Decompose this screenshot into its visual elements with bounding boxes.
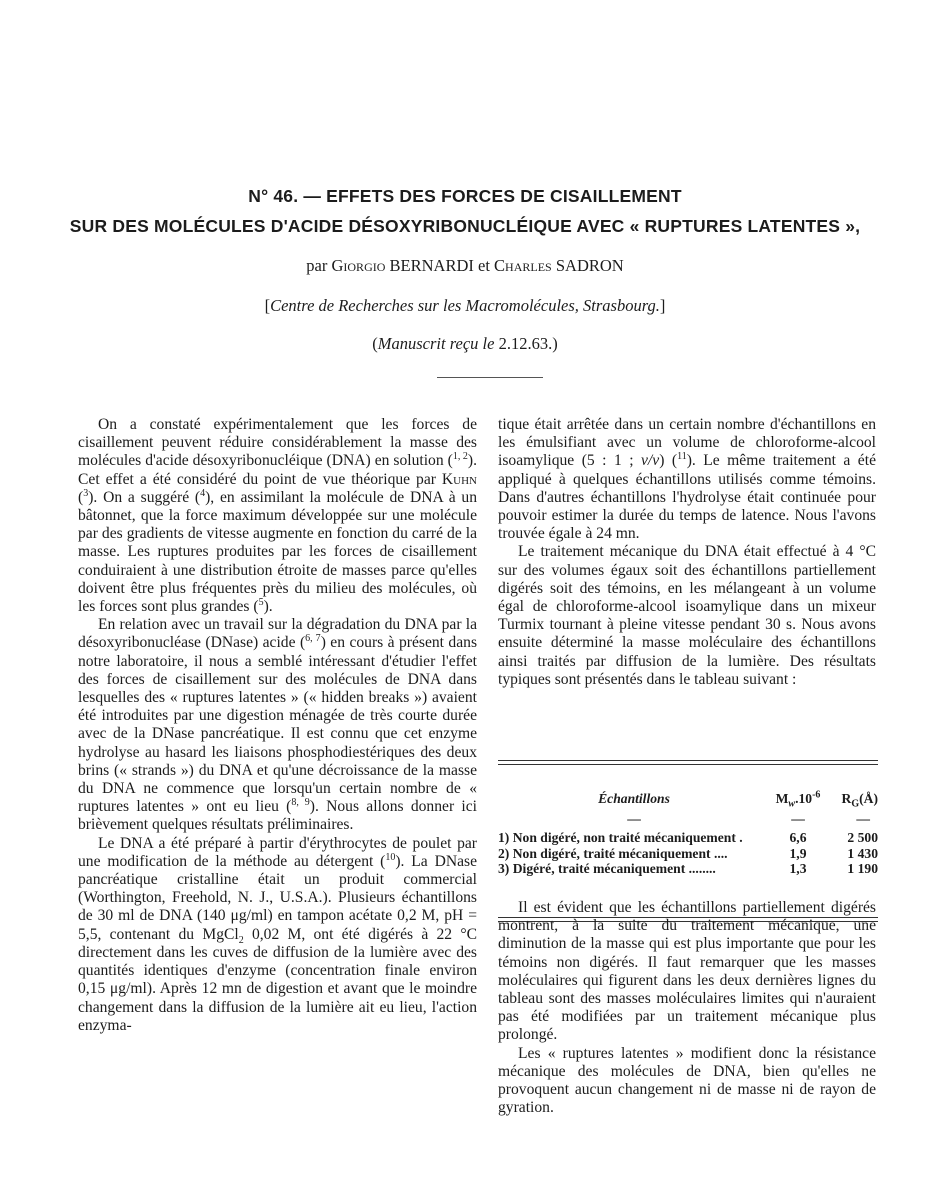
table-header-row [498, 791, 878, 811]
row-label: 1) Non digéré, non traité mécaniquement . [498, 830, 743, 846]
results-table-block [498, 760, 878, 922]
dash-samples: — [627, 811, 641, 826]
row-label: 2) Non digéré, traité mécaniquement .... [498, 845, 728, 861]
author2-first-name: Charles [494, 256, 552, 275]
table-dash-row [498, 811, 878, 830]
row-mw: 1,3 [789, 861, 807, 877]
received-label: Manuscrit reçu le [377, 334, 495, 353]
row-rg: 1 190 [847, 861, 878, 877]
affiliation: [Centre de Recherches sur les Macromolécules, Strasbourg.] [264, 296, 666, 315]
author-par: par [306, 256, 328, 275]
right-paragraph-4: Les « ruptures latentes » modifient donc la résistance mécanique des molécules de DNA, bien qu'elles ne provoquent aucun changement ni de masse ni de rayon de gyration. [498, 1044, 876, 1117]
table-row [498, 846, 878, 861]
header-divider [437, 377, 543, 378]
dash-rg: — [856, 811, 870, 826]
left-paragraph-1: On a constaté expérimentalement que les forces de cisaillement peuvent réduire considérablement la masse des molécules d'acide désoxyribonucléique (DNA) en solution ($^{1, 2}$). Cet effet a été considéré du point de vue théorique par Kuhn ($^3$). On a suggéré ($^4$), en assimilant la molécule de DNA à un bâtonnet, que la force maximum développée sur une molécule par des gradients de vitesse augmente en fonction du carré de la masse. Les ruptures produites par les forces de cisaillement conduiraient à une distribution étroite de masses parce qu'elles doivent être plus fréquentes près du milieu des molécules, où les forces sont plus grandes ($^5$). [78, 416, 477, 616]
author1-first-name: Giorgio [331, 256, 386, 275]
right-paragraph-3: Il est évident que les échantillons partiellement digérés montrent, à la suite du traitement mécanique, une diminution de la masse qui est plus importante que pour les témoins non digérés. Il faut remarquer que les masses moléculaires qui figurent dans les deux dernières lignes du tableau sont des masses moléculaires limites qui n'auraient pas été modifiées par un traitement mécanique plus prolongé. [498, 899, 876, 1044]
author2-last-name: SADRON [555, 256, 624, 275]
table-row [498, 830, 878, 845]
dash-mw: — [791, 811, 805, 826]
article-title-line-1: N° 46. — EFFETS DES FORCES DE CISAILLEMENT [248, 186, 682, 206]
results-table [498, 791, 878, 877]
right-paragraph-2: Le traitement mécanique du DNA était effectué à 4 °C sur des volumes égaux soit des échantillons partiellement digérés soit des témoins, en les mélangeant à un volume égal de chloroforme-alcool isoamylique dans un mixeur Turmix tournant à pleine vitesse pendant 30 s. Nous avons ensuite déterminé la masse moléculaire des échantillons ainsi traités par diffusion de la lumière. Des résultats typiques sont présentés dans le tableau suivant : [498, 543, 876, 688]
affiliation-text: Centre de Recherches sur les Macromolécules, Strasbourg. [270, 296, 660, 315]
right-paragraph-1: tique était arrêtée dans un certain nombre d'échantillons en les émulsifiant avec un volume de chloroforme-alcool isoamylique (5 : 1 ; v/v) ($^{11}$). Le même traitement a été appliqué à quelques échantillons utilisés comme témoins. Dans d'autres échantillons l'hydrolyse était continuée pour pouvoir estimer la durée du temps de latence. Nous l'avons trouvée égale à 24 mn. [498, 416, 876, 543]
header-samples: Échantillons [598, 791, 670, 806]
received-line: (Manuscrit reçu le 2.12.63.) [372, 334, 558, 353]
row-rg: 1 430 [847, 845, 878, 861]
received-date: 2.12.63. [498, 334, 553, 353]
row-label: 3) Digéré, traité mécaniquement ........ [498, 861, 716, 877]
left-paragraph-3: Le DNA a été préparé à partir d'érythrocytes de poulet par une modification de la méthode au détergent ($^{10}$). La DNase pancréatique cristalline était un produit commercial (Worthington, Freehold, N. J., U.S.A.). Plusieurs échantillons de 30 ml de DNA (140 μg/ml) en tampon acétate 0,2 M, pH = 5,5, contenant du MgCl$_2$ 0,02 M, ont été digérés à 22 °C directement dans les cuves de diffusion de la lumière avec des quantités identiques d'enzyme (concentration finale environ 0,15 μg/ml). Après 12 mn de digestion et avant que le moindre changement dans la diffusion de la lumière ait eu lieu, l'action enzyma- [78, 834, 477, 1034]
left-paragraph-2: En relation avec un travail sur la dégradation du DNA par la désoxyribonucléase (DNase) acide ($^{6, 7}$) en cours à présent dans notre laboratoire, il nous a semblé intéressant d'étudier l'effet des forces de cisaillement sur des molécules de DNA dans lesquelles des « ruptures latentes » (« hidden breaks ») avaient été introduites par une digestion ménagée de très courte durée avec de la DNase pancréatique. Il est connu que cet enzyme hydrolyse au hasard les liaisons phosphodiestériques des deux brins (« strands ») du DNA et qu'une décroissance de la masse du DNA ne commence que lorsqu'un certain nombre de « ruptures latentes » ont eu lieu ($^{8, 9}$). Nous allons donner ici brièvement quelques résultats préliminaires. [78, 616, 478, 834]
row-mw: 6,6 [789, 830, 807, 846]
header-mw: $M_w.10^{-6}$ [775, 789, 821, 810]
row-mw: 1,9 [789, 845, 807, 861]
author1-last-name: BERNARDI [389, 256, 474, 275]
author-line [0, 256, 930, 276]
right-column-bottom [498, 899, 876, 1117]
table-row [498, 861, 878, 876]
right-column-top [498, 416, 876, 689]
row-rg: 2 500 [847, 830, 878, 846]
header-rg: $R_G(Å)$ [841, 791, 878, 810]
author-et: et [478, 256, 490, 275]
left-column [78, 416, 477, 1035]
article-title-line-2: SUR DES MOLÉCULES D'ACIDE DÉSOXYRIBONUCLÉIQUE AVEC « RUPTURES LATENTES », [69, 216, 861, 236]
table-top-rule [498, 760, 878, 765]
